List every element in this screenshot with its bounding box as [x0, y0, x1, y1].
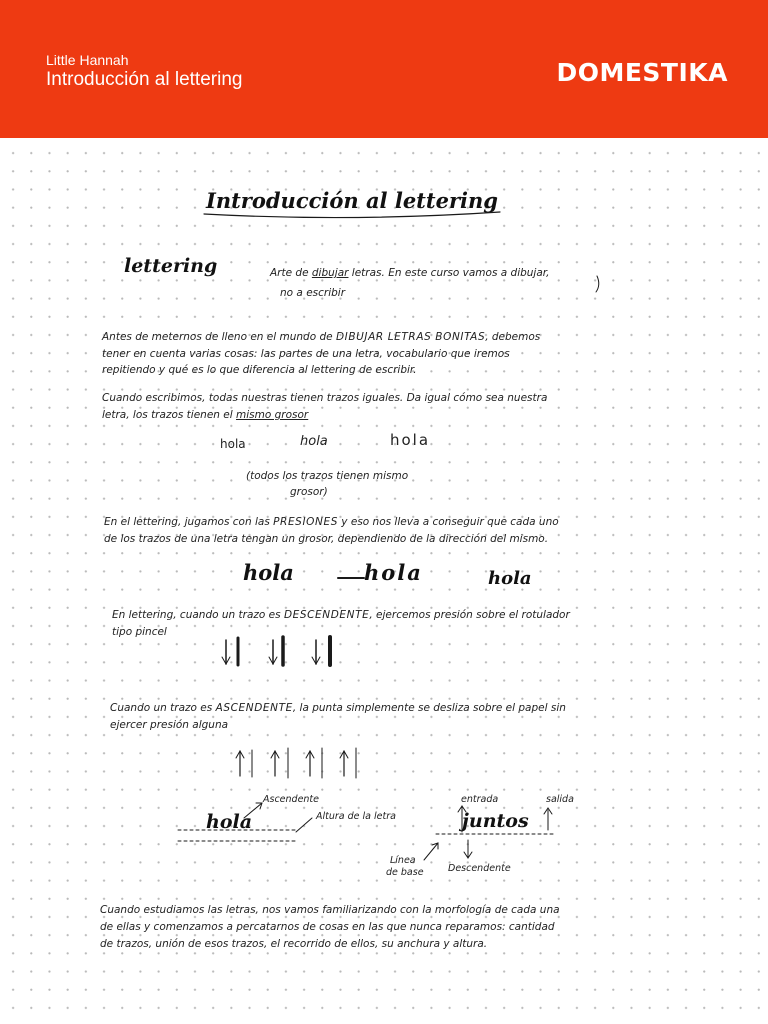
title-underline-swash [204, 212, 500, 218]
intro-line-1: Antes de meternos de lleno en el mundo de DIBUJAR LETRAS BONITAS, debemos [102, 331, 541, 343]
label-linea-2: de base [386, 867, 424, 878]
label-salida: salida [546, 794, 574, 805]
descending-line-2: tipo pincel [112, 626, 167, 638]
writing-note-line-2: grosor) [290, 486, 328, 498]
writing-line-1: Cuando escribimos, todas nuestras tienen trazos iguales. Da igual cómo sea nuestra [102, 392, 548, 404]
label-descendente: Descendente [448, 863, 511, 874]
definition-line-1: Arte de dibujar letras. En este curso vamos a dibujar, [270, 267, 550, 279]
brush-hola-3: hola [488, 568, 532, 589]
domestika-logo: DOMESTIKA [556, 58, 728, 87]
definition-comma-swash [596, 276, 599, 292]
author-name: Little Hannah [46, 52, 129, 68]
label-entrada: entrada [461, 794, 499, 805]
label-altura: Altura de la letra [316, 811, 396, 822]
brush-hola-1: hola [243, 560, 294, 585]
page-title: Introducción al lettering [206, 188, 498, 213]
closing-line-1: Cuando estudiamos las letras, nos vamos familiarizando con la morfología de cada una [100, 904, 560, 916]
descending-line-1: En lettering, cuando un trazo es DESCENDENTE, ejercemos presión sobre el rotulador [112, 609, 570, 621]
example-hola-plain: hola [220, 437, 246, 451]
intro-line-2: tener en cuenta varias cosas: las partes de una letra, vocabulario que iremos [102, 348, 510, 360]
pressure-line-2: de los trazos de una letra tengan un grosor, dependiendo de la dirección del mismo. [104, 533, 549, 545]
example-hola-wide: hola [390, 431, 431, 449]
label-linea-1: Línea [390, 855, 416, 866]
descending-strokes [222, 637, 330, 665]
definition-term: lettering [124, 255, 218, 277]
diagram-word-hola: hola [206, 811, 253, 833]
diagram-hola-guides [178, 803, 312, 841]
closing-line-2: de ellas y comenzamos a percatarnos de cosas en las que nunca reparamos: cantidad [100, 921, 555, 933]
writing-note-line-1: (todos los trazos tienen mismo [246, 470, 409, 482]
brush-hola-2: hola [364, 560, 423, 585]
writing-line-2: letra, los trazos tienen el mismo grosor [102, 409, 309, 421]
diagram-juntos-guides [424, 806, 556, 860]
pressure-line-1: En el lettering, jugamos con las PRESIONES y eso nos lleva a conseguir que cada uno [104, 516, 559, 528]
ascending-line-1: Cuando un trazo es ASCENDENTE, la punta simplemente se desliza sobre el papel sin [110, 702, 566, 714]
ascending-strokes [236, 748, 356, 778]
course-title: Introducción al lettering [46, 69, 243, 90]
diagram-word-juntos: juntos [462, 810, 529, 832]
intro-line-3: repitiendo y qué es lo que diferencia al lettering de escribir. [102, 364, 417, 376]
definition-line-2: no a escribir [280, 287, 346, 299]
ascending-line-2: ejercer presión alguna [110, 719, 229, 731]
closing-line-3: de trazos, unión de esos trazos, el recorrido de ellos, su anchura y altura. [100, 938, 488, 950]
label-ascendente: Ascendente [263, 794, 320, 805]
example-hola-script: hola [300, 434, 328, 449]
